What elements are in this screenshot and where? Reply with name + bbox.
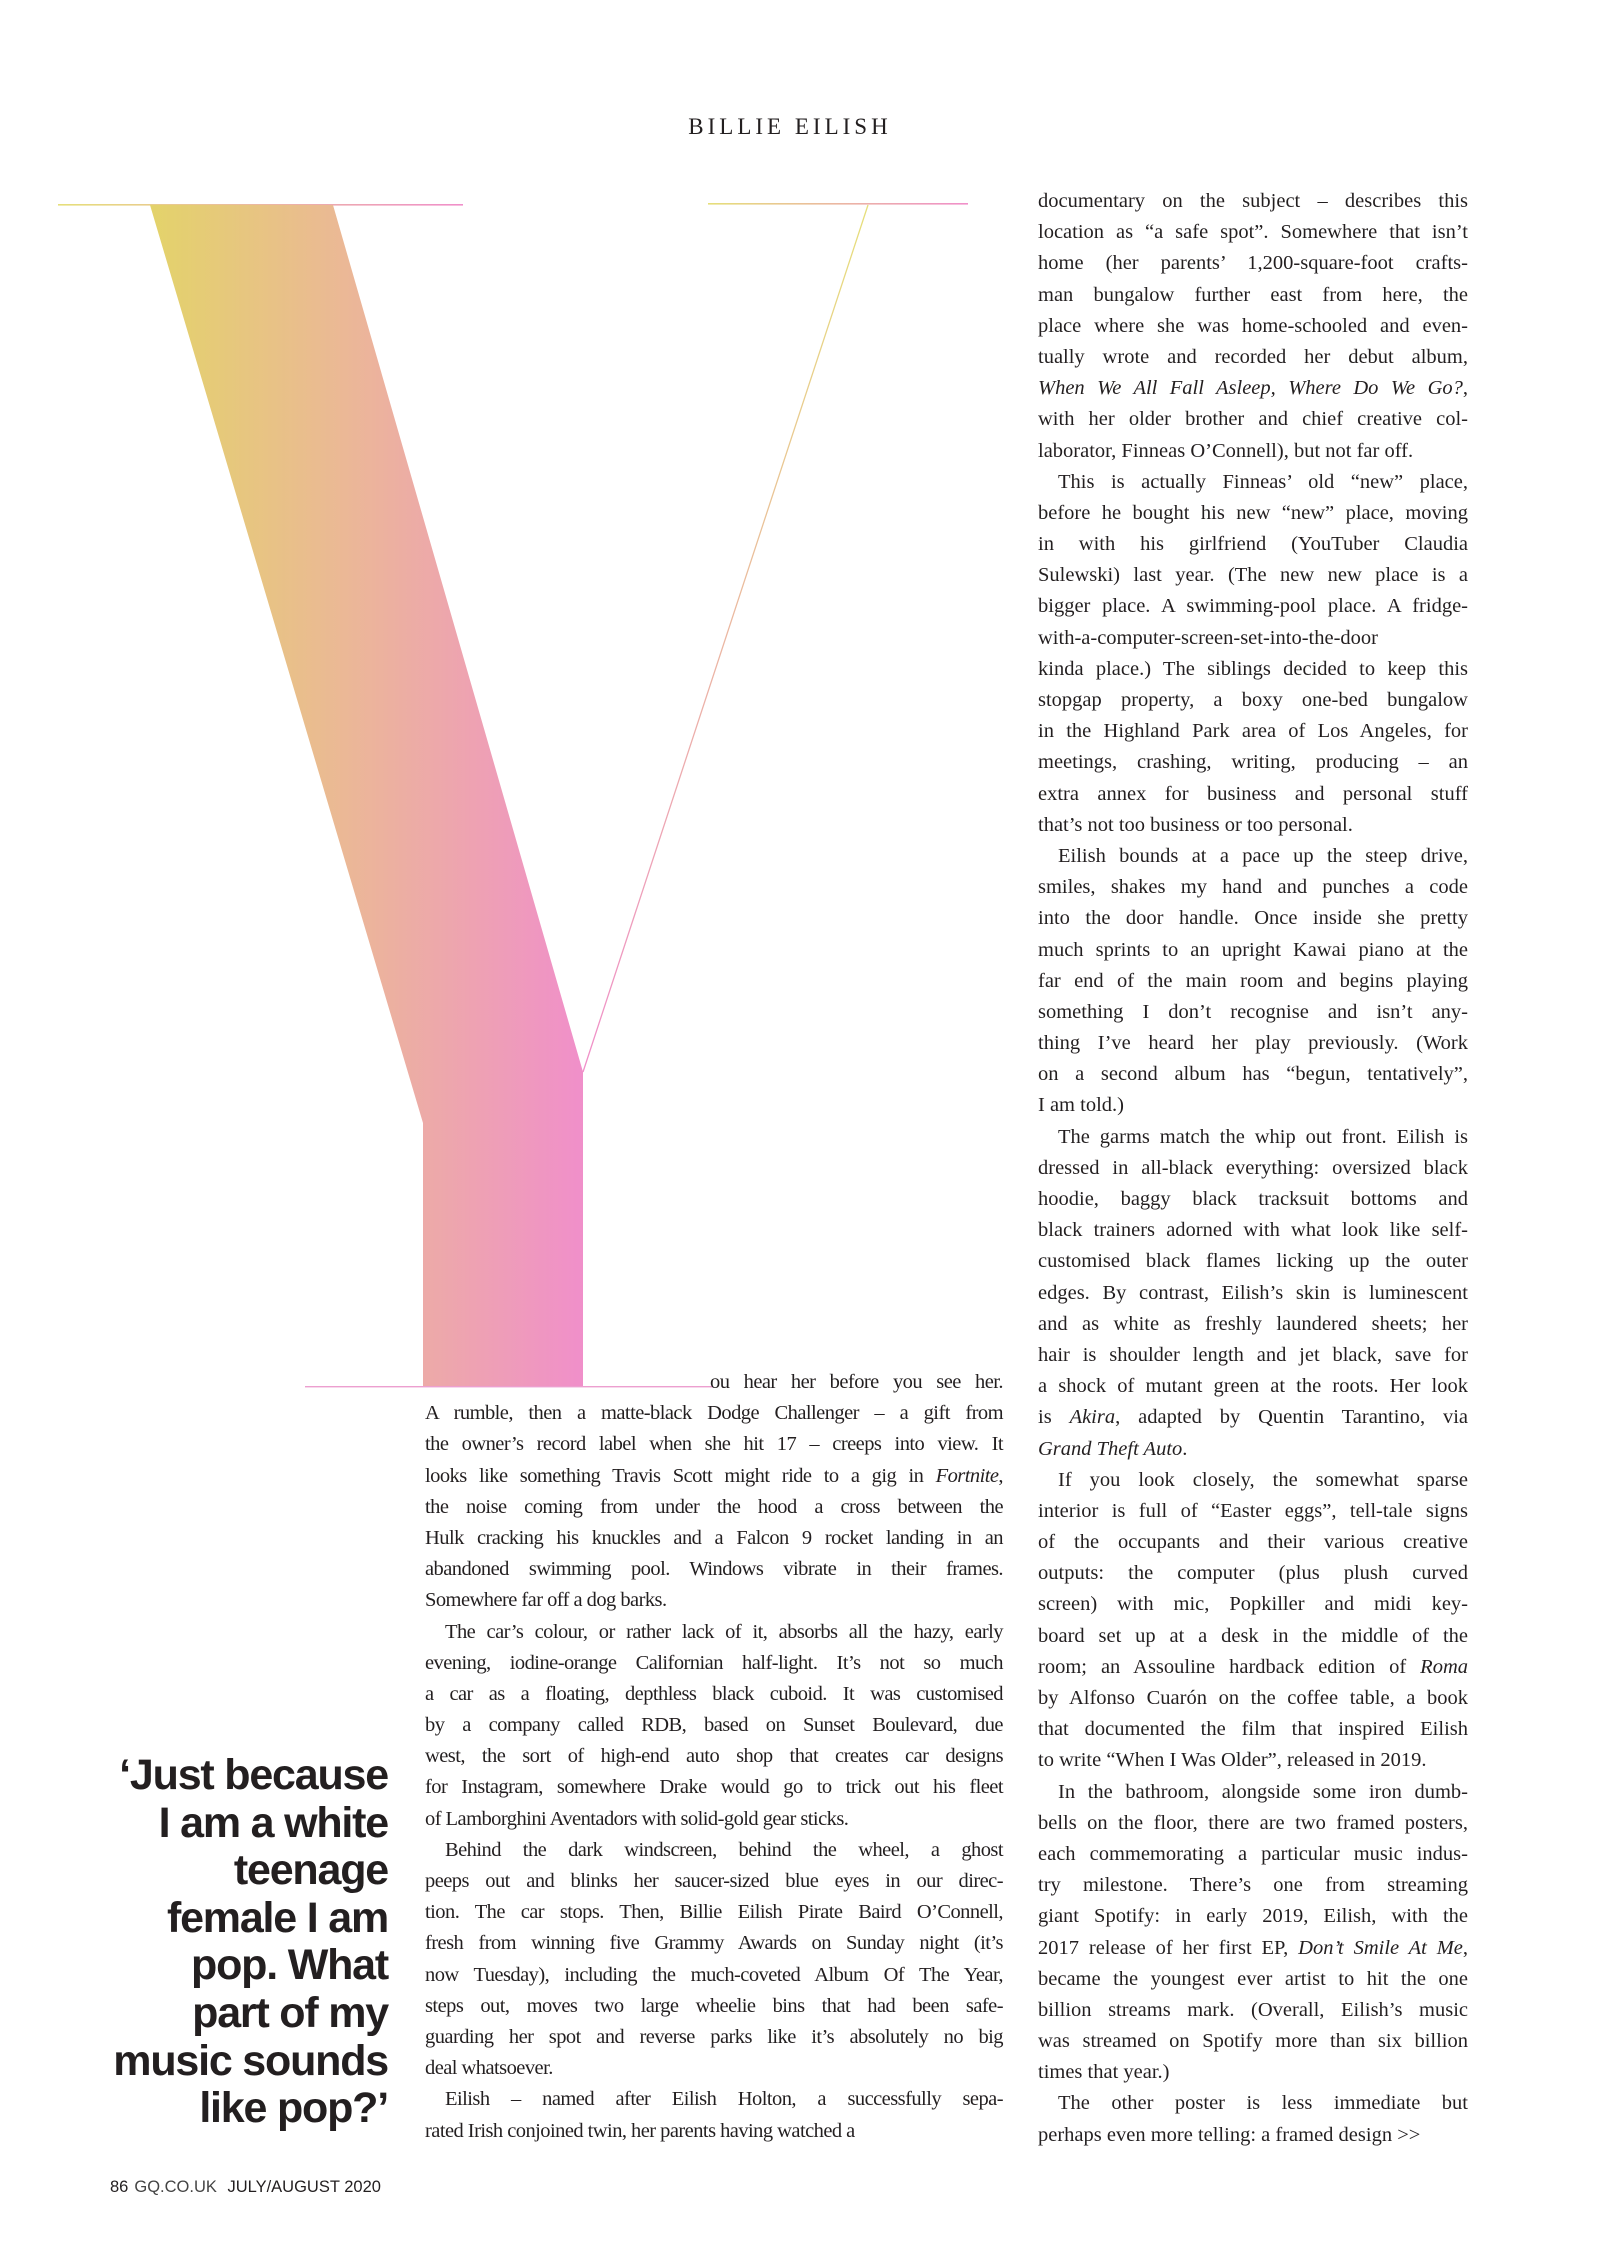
text-line: dressed in all-black everything: oversized black: [1038, 1156, 1468, 1179]
text-line: perhaps even more telling: a framed design >>: [1038, 2123, 1421, 2146]
paragraph: [1038, 841, 1468, 1122]
text-line: a car as a floating, depthless black cuboid. It was customised: [425, 1682, 1003, 1705]
text-line: evening, iodine-orange Californian half-light. It’s not so much: [425, 1651, 1003, 1674]
text-line: Sulewski) last year. (The new new place is a: [1038, 564, 1468, 587]
paragraph: [1038, 2088, 1468, 2150]
drop-cap-y: [0, 0, 1000, 1420]
paragraph: [1038, 467, 1468, 841]
pull-quote-line: music sounds: [113, 2036, 388, 2085]
paragraph: [1038, 1465, 1468, 1777]
text-line: deal whatsoever.: [425, 2057, 553, 2080]
text-line: for Instagram, somewhere Drake would go to trick out his fleet: [425, 1776, 1003, 1799]
text-line: [425, 1461, 1003, 1492]
text-line: This is actually Finneas’ old “new” place,: [1058, 470, 1468, 493]
text-line: fresh from winning five Grammy Awards on Sunday night (it’s: [425, 1932, 1003, 1955]
pull-quote-line: like pop?’: [199, 2084, 388, 2133]
text-line: interior is full of “Easter eggs”, tell-tale signs: [1038, 1499, 1468, 1522]
text-line: into the door handle. Once inside she pretty: [1038, 907, 1468, 930]
text-line: that’s not too business or too personal.: [1038, 813, 1353, 836]
article-column-right: [1038, 186, 1468, 2151]
folio-issue: JULY/AUGUST 2020: [227, 2178, 381, 2196]
text-line: smiles, shakes my hand and punches a code: [1038, 876, 1468, 899]
text-line: of the occupants and their various creative: [1038, 1531, 1468, 1554]
text-line: kinda place.) The siblings decided to keep this: [1038, 657, 1468, 680]
drop-cap-thin-arm: [583, 205, 868, 1072]
italic-title: Fortnite: [935, 1464, 999, 1487]
text-line: [1038, 1652, 1468, 1683]
folio: [110, 2178, 387, 2197]
text-line: home (her parents’ 1,200-square-foot crafts-: [1038, 252, 1468, 275]
text-line: of Lamborghini Aventadors with solid-gold gear sticks.: [425, 1807, 849, 1830]
text-segment: , adapted by Quentin Tarantino, via: [1115, 1406, 1468, 1429]
text-line: hair is shoulder length and jet black, save for: [1038, 1343, 1468, 1366]
text-line: [1038, 373, 1468, 404]
text-line: meetings, crashing, writing, producing – an: [1038, 751, 1468, 774]
italic-title: Roma: [1420, 1655, 1468, 1678]
text-line: peeps out and blinks her saucer-sized blue eyes in our direc-: [425, 1870, 1003, 1892]
text-line: by Alfonso Cuarón on the coffee table, a book: [1038, 1687, 1468, 1709]
text-line: hoodie, baggy black tracksuit bottoms and: [1038, 1188, 1468, 1210]
text-segment: ,: [1462, 1936, 1469, 1959]
text-line: screen) with mic, Popkiller and midi key-: [1038, 1593, 1468, 1616]
paragraph: [425, 2084, 1003, 2146]
text-line: far end of the main room and begins playing: [1038, 969, 1468, 992]
text-line: customised black flames licking up the outer: [1038, 1250, 1468, 1273]
text-line: on a second album has “begun, tentatively”,: [1038, 1063, 1468, 1086]
text-line: times that year.): [1038, 2061, 1170, 2084]
paragraph: [425, 1367, 1003, 1617]
text-line: giant Spotify: in early 2019, Eilish, with the: [1038, 1905, 1468, 1928]
text-line: [1038, 1933, 1468, 1964]
text-line: Hulk cracking his knuckles and a Falcon 9 rocket landing in an: [425, 1526, 1003, 1549]
text-line: Somewhere far off a dog barks.: [425, 1589, 667, 1612]
pull-quote-line: teenage: [233, 1846, 388, 1895]
text-segment: looks like something Travis Scott might ride to a gig in: [425, 1464, 936, 1487]
text-line: a shock of mutant green at the roots. Her look: [1038, 1375, 1468, 1398]
text-line: before he bought his new “new” place, moving: [1038, 501, 1468, 524]
text-line: each commemorating a particular music indus-: [1038, 1842, 1468, 1865]
paragraph: [1038, 1777, 1468, 2089]
text-line: edges. By contrast, Eilish’s skin is luminescent: [1038, 1281, 1468, 1304]
pull-quote-line: pop. What: [191, 1941, 388, 1990]
text-line: guarding her spot and reverse parks like it’s absolutely no big: [425, 2025, 1003, 2048]
text-line: If you look closely, the somewhat sparse: [1058, 1468, 1468, 1491]
italic-title: Grand Theft Auto: [1038, 1437, 1183, 1460]
text-line: board set up at a desk in the middle of the: [1038, 1624, 1468, 1647]
text-line: with her older brother and chief creative col-: [1038, 408, 1468, 431]
running-head: BILLIE EILISH: [688, 114, 892, 139]
text-line: now Tuesday), including the much-coveted Album Of The Year,: [425, 1963, 1003, 1986]
pull-quote-line: I am a white: [158, 1798, 388, 1847]
article-column-middle: [425, 1367, 1003, 2147]
text-line: A rumble, then a matte-black Dodge Challenger – a gift from: [425, 1402, 1003, 1425]
text-line: with-a-computer-screen-set-into-the-door: [1038, 626, 1378, 649]
text-segment: is: [1038, 1406, 1070, 1429]
paragraph: [425, 1617, 1003, 1835]
paragraph: [1038, 1122, 1468, 1465]
text-line: rated Irish conjoined twin, her parents having watched a: [425, 2119, 855, 2142]
text-line: documentary on the subject – describes this: [1038, 190, 1468, 212]
italic-title: Don’t Smile At Me: [1298, 1936, 1463, 1959]
drop-cap-thick-arm: [150, 205, 583, 1386]
text-line: Eilish bounds at a pace up the steep drive,: [1058, 844, 1468, 867]
text-line: I am told.): [1038, 1094, 1124, 1117]
text-line: [1038, 1434, 1468, 1465]
text-line: The garms match the whip out front. Eilish is: [1058, 1125, 1468, 1148]
text-line: location as “a safe spot”. Somewhere that isn’t: [1038, 221, 1468, 244]
text-line: bells on the floor, there are two framed posters,: [1038, 1811, 1468, 1834]
text-line: man bungalow further east from here, the: [1038, 283, 1468, 306]
text-line: something I don’t recognise and isn’t any-: [1038, 1000, 1468, 1023]
text-line: west, the sort of high-end auto shop that creates car designs: [425, 1745, 1003, 1768]
text-line: bigger place. A swimming-pool place. A fridge-: [1038, 595, 1468, 618]
paragraph: [1038, 186, 1468, 467]
text-line: billion streams mark. (Overall, Eilish’s music: [1038, 1998, 1468, 2021]
text-line: place where she was home-schooled and even-: [1038, 314, 1468, 337]
italic-title: Akira: [1069, 1406, 1116, 1429]
italic-title: When We All Fall Asleep, Where Do We Go?: [1038, 377, 1463, 400]
text-line: thing I’ve heard her play previously. (Work: [1038, 1032, 1468, 1055]
pull-quote-line: part of my: [192, 1988, 388, 2037]
page-number: 86: [110, 2178, 129, 2196]
text-line: try milestone. There’s one from streaming: [1038, 1874, 1468, 1897]
text-line: The car’s colour, or rather lack of it, absorbs all the hazy, early: [445, 1620, 1003, 1643]
text-line: laborator, Finneas O’Connell), but not far off.: [1038, 439, 1414, 462]
text-line: to write “When I Was Older”, released in 2019.: [1038, 1749, 1427, 1772]
text-line: tion. The car stops. Then, Billie Eilish Pirate Baird O’Connell,: [425, 1901, 1003, 1924]
text-line: extra annex for business and personal stuff: [1038, 782, 1468, 805]
text-line: was streamed on Spotify more than six billion: [1038, 2030, 1468, 2053]
text-line: steps out, moves two large wheelie bins that had been safe-: [425, 1994, 1003, 2017]
text-line: The other poster is less immediate but: [1058, 2092, 1468, 2115]
text-line: stopgap property, a boxy one-bed bungalow: [1038, 689, 1468, 711]
pull-quote-line: ‘Just because: [119, 1751, 388, 1799]
text-segment: room; an Assouline hardback edition of: [1038, 1655, 1421, 1678]
pull-quote: [60, 1752, 388, 2133]
text-line: Behind the dark windscreen, behind the wheel, a ghost: [445, 1838, 1003, 1861]
text-line: the owner’s record label when she hit 17 – creeps into view. It: [425, 1433, 1003, 1456]
text-line: and as white as freshly laundered sheets; her: [1038, 1312, 1468, 1335]
text-line: black trainers adorned with what look like self-: [1038, 1219, 1468, 1242]
text-segment: .: [1182, 1437, 1188, 1460]
text-line: Eilish – named after Eilish Holton, a successfully sepa-: [445, 2088, 1003, 2111]
text-line: outputs: the computer (plus plush curved: [1038, 1562, 1468, 1585]
text-line: in with his girlfriend (YouTuber Claudia: [1038, 533, 1468, 556]
text-line: In the bathroom, alongside some iron dumb-: [1058, 1780, 1468, 1803]
text-line: in the Highland Park area of Los Angeles, for: [1038, 720, 1468, 743]
text-line: abandoned swimming pool. Windows vibrate in their frames.: [425, 1558, 1003, 1581]
text-line: much sprints to an upright Kawai piano at the: [1038, 938, 1468, 961]
paragraph: [425, 1835, 1003, 2085]
folio-site: GQ.CO.UK: [134, 2178, 217, 2196]
text-line: tually wrote and recorded her debut album,: [1038, 345, 1468, 368]
text-line: became the youngest ever artist to hit the one: [1038, 1967, 1468, 1990]
text-line: the noise coming from under the hood a cross between the: [425, 1495, 1003, 1518]
text-segment: ,: [1462, 377, 1468, 400]
text-line: by a company called RDB, based on Sunset Boulevard, due: [425, 1714, 1003, 1737]
text-segment: ,: [998, 1464, 1003, 1487]
pull-quote-line: female I am: [166, 1893, 388, 1942]
drop-cap-right-serif: [708, 203, 968, 205]
text-line: that documented the film that inspired Eilish: [1038, 1718, 1468, 1741]
text-line: [1038, 1402, 1468, 1433]
text-segment: 2017 release of her first EP,: [1038, 1936, 1299, 1959]
text-line: ou hear her before you see her.: [710, 1371, 1003, 1393]
